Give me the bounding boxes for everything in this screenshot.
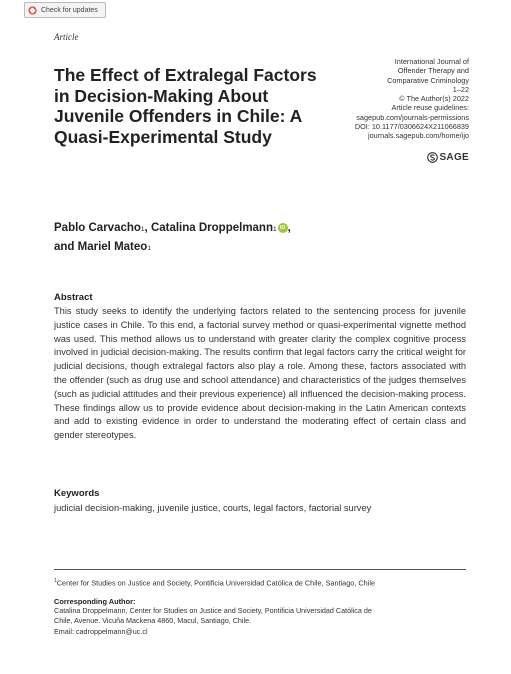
- doi-link[interactable]: DOI: 10.1177/0306624X211066839: [354, 122, 469, 132]
- journal-line: Comparative Criminology: [387, 75, 469, 85]
- abstract-text: This study seeks to identify the underlying factors related to the sentencing process for juvenile justice cases in Chile. To this end, a factorial survey method or quasi-experimental vignette method was used. This method allows us to understand with greater clarity the complex cognitive process involved in judicial decision-making. The results confirm that legal factors carry the critical weight for judicial decisions, though extralegal factors also play a role. Among these, factors associated with the offender (such as drug use and school attendance) and characteristics of the judges themselves (such as judicial attitudes and their previous experience) all influenced the decision-making process. These findings allow us to provide evidence about decision-making in the Latin American contexts and add to existing evidence in order to understand the moderating effect of certain class and gender stereotypes.: [54, 306, 466, 441]
- journal-homepage-link[interactable]: journals.sagepub.com/home/ijo: [368, 131, 469, 141]
- permissions-link[interactable]: sagepub.com/journals-permissions: [356, 112, 469, 122]
- affiliation-footnote: [54, 576, 466, 588]
- author-name: Pablo Carvacho: [54, 222, 141, 234]
- author-name: Mariel Mateo: [77, 241, 148, 253]
- orcid-icon[interactable]: iD: [278, 223, 288, 233]
- crossmark-icon: [28, 6, 37, 15]
- author-name: Catalina Droppelmann: [150, 222, 273, 234]
- journal-info: [309, 57, 469, 141]
- keywords-text: judicial decision-making, juvenile justice, courts, legal factors, factorial survey: [54, 503, 372, 513]
- journal-line: Offender Therapy and: [397, 66, 469, 76]
- author-separator: ,: [144, 222, 151, 234]
- check-for-updates-button[interactable]: [24, 2, 106, 18]
- affiliation-mark: 1: [54, 578, 57, 584]
- footnote-divider: [54, 569, 466, 570]
- author-separator: ,: [287, 222, 291, 234]
- reuse-guidelines-label: Article reuse guidelines:: [391, 103, 469, 113]
- copyright: © The Author(s) 2022: [399, 94, 469, 104]
- corresponding-email[interactable]: Email: cadroppelmann@uc.cl: [54, 626, 148, 636]
- corresponding-address-line: Catalina Droppelmann, Center for Studies on Justice and Society, Pontificia Universidad Católica de: [54, 606, 372, 615]
- keywords-heading: Keywords: [54, 488, 100, 499]
- abstract-heading: Abstract: [54, 292, 93, 303]
- affiliation-mark: 1: [147, 245, 151, 252]
- publisher-name: SAGE: [439, 152, 469, 163]
- affiliation-text: Center for Studies on Justice and Society, Pontificia Universidad Católica de Chile, Santiago, Chile: [56, 578, 376, 588]
- page-range: 1–22: [452, 84, 469, 94]
- affiliation-mark: 1: [273, 226, 277, 233]
- corresponding-author-heading: Corresponding Author:: [54, 597, 136, 606]
- author-connector: and: [54, 241, 78, 253]
- journal-line: International Journal of: [394, 57, 469, 66]
- corresponding-address-line: Chile, Avenue. Vicuña Mackena 4860, Macul, Santiago, Chile.: [54, 616, 252, 626]
- publisher-logo: [427, 152, 469, 163]
- paper-title: The Effect of Extralegal Factors in Decision-Making About Juvenile Offenders in Chile: A Quasi-Experimental Study: [54, 65, 317, 147]
- corresponding-author-details: [54, 606, 459, 637]
- sage-logo-icon: [427, 152, 438, 163]
- author-list: [54, 219, 374, 257]
- affiliation-mark: 1: [140, 226, 145, 233]
- article-type-label: Article: [54, 32, 79, 42]
- check-for-updates-label: Check for updates: [41, 6, 98, 14]
